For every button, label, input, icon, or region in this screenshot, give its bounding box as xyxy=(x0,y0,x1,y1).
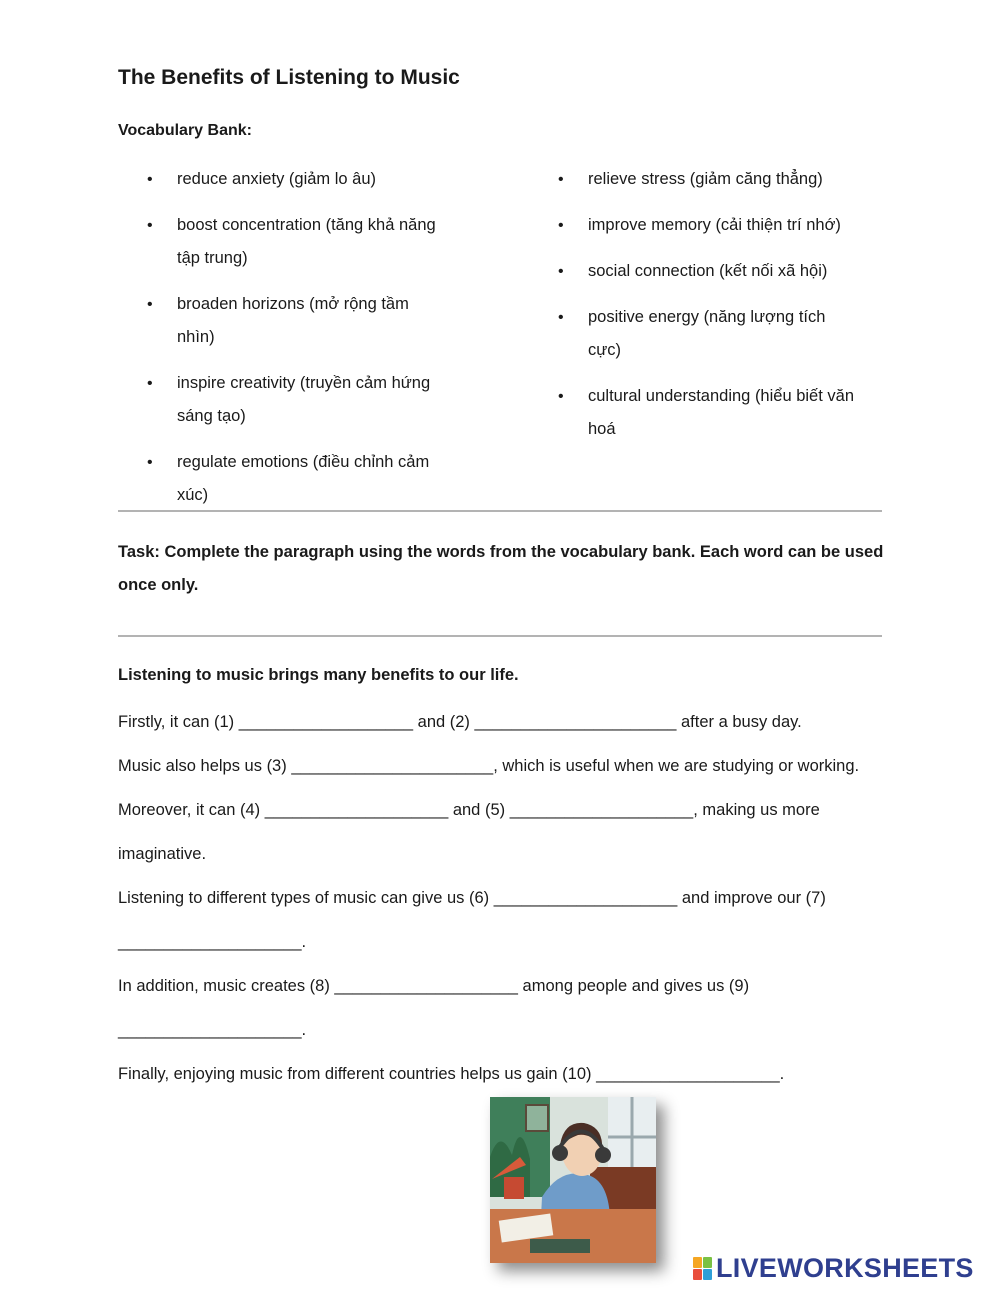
illustration-person-listening-headphones-icon xyxy=(490,1097,656,1263)
logo-mark-block-l xyxy=(693,1257,702,1268)
paragraph-line: ____________________. xyxy=(118,1021,307,1039)
bullet-icon: • xyxy=(558,388,564,405)
bullet-icon: • xyxy=(147,296,153,313)
bullet-icon: • xyxy=(558,171,564,188)
logo-text: LIVEWORKSHEETS xyxy=(716,1253,974,1283)
vocab-item: • broaden horizons (mở rộng tầm nhìn) xyxy=(147,288,447,354)
vocab-item: • relieve stress (giảm căng thẳng) xyxy=(558,163,858,196)
paragraph-line: Listening to different types of music can give us (6) ____________________ and improve our (7) xyxy=(118,889,826,907)
paragraph-line: Firstly, it can (1) ___________________ and (2) ______________________ after a busy day. xyxy=(118,713,802,731)
bullet-icon: • xyxy=(558,309,564,326)
liveworksheets-logo xyxy=(693,1253,974,1283)
paragraph-line: ____________________. xyxy=(118,933,307,951)
paragraph-line: Music also helps us (3) ______________________, which is useful when we are studying or working. xyxy=(118,757,860,775)
logo-mark-block-i xyxy=(703,1257,712,1268)
paragraph-intro: Listening to music brings many benefits to our life. xyxy=(118,666,519,684)
bullet-icon: • xyxy=(558,217,564,234)
vocab-item: • cultural understanding (hiểu biết văn hoá xyxy=(558,380,858,446)
vocab-item: • positive energy (năng lượng tích cực) xyxy=(558,301,858,367)
vocab-item: • regulate emotions (điều chỉnh cảm xúc) xyxy=(147,446,447,512)
exercise-paragraph xyxy=(118,700,898,1096)
paragraph-line: Finally, enjoying music from different countries helps us gain (10) ____________________. xyxy=(118,1065,785,1083)
logo-mark-block-v xyxy=(693,1269,702,1280)
vocab-bank-heading: Vocabulary Bank: xyxy=(118,122,252,139)
page-title: The Benefits of Listening to Music xyxy=(118,66,460,89)
logo-mark-icon xyxy=(693,1257,712,1280)
vocab-item: • reduce anxiety (giảm lo âu) xyxy=(147,163,447,196)
vocab-list-left xyxy=(147,163,447,525)
divider-bottom xyxy=(118,635,882,637)
bullet-icon: • xyxy=(558,263,564,280)
paragraph-line: Moreover, it can (4) ____________________ and (5) ____________________, making us more xyxy=(118,801,820,819)
vocab-item: • improve memory (cải thiện trí nhớ) xyxy=(558,209,858,242)
paragraph-line: In addition, music creates (8) ____________________ among people and gives us (9) xyxy=(118,977,750,995)
vocab-list-right xyxy=(558,163,858,459)
divider-top xyxy=(118,510,882,512)
vocab-item: • social connection (kết nối xã hội) xyxy=(558,255,858,288)
paragraph-line: imaginative. xyxy=(118,845,207,863)
bullet-icon: • xyxy=(147,375,153,392)
bullet-icon: • xyxy=(147,217,153,234)
logo-mark-block-e xyxy=(703,1269,712,1280)
vocab-item: • boost concentration (tăng khả năng tập trung) xyxy=(147,209,447,275)
vocab-item: • inspire creativity (truyền cảm hứng sáng tạo) xyxy=(147,367,447,433)
bullet-icon: • xyxy=(147,171,153,188)
bullet-icon: • xyxy=(147,454,153,471)
task-instructions: Task: Complete the paragraph using the words from the vocabulary bank. Each word can be used once only. xyxy=(118,543,884,594)
